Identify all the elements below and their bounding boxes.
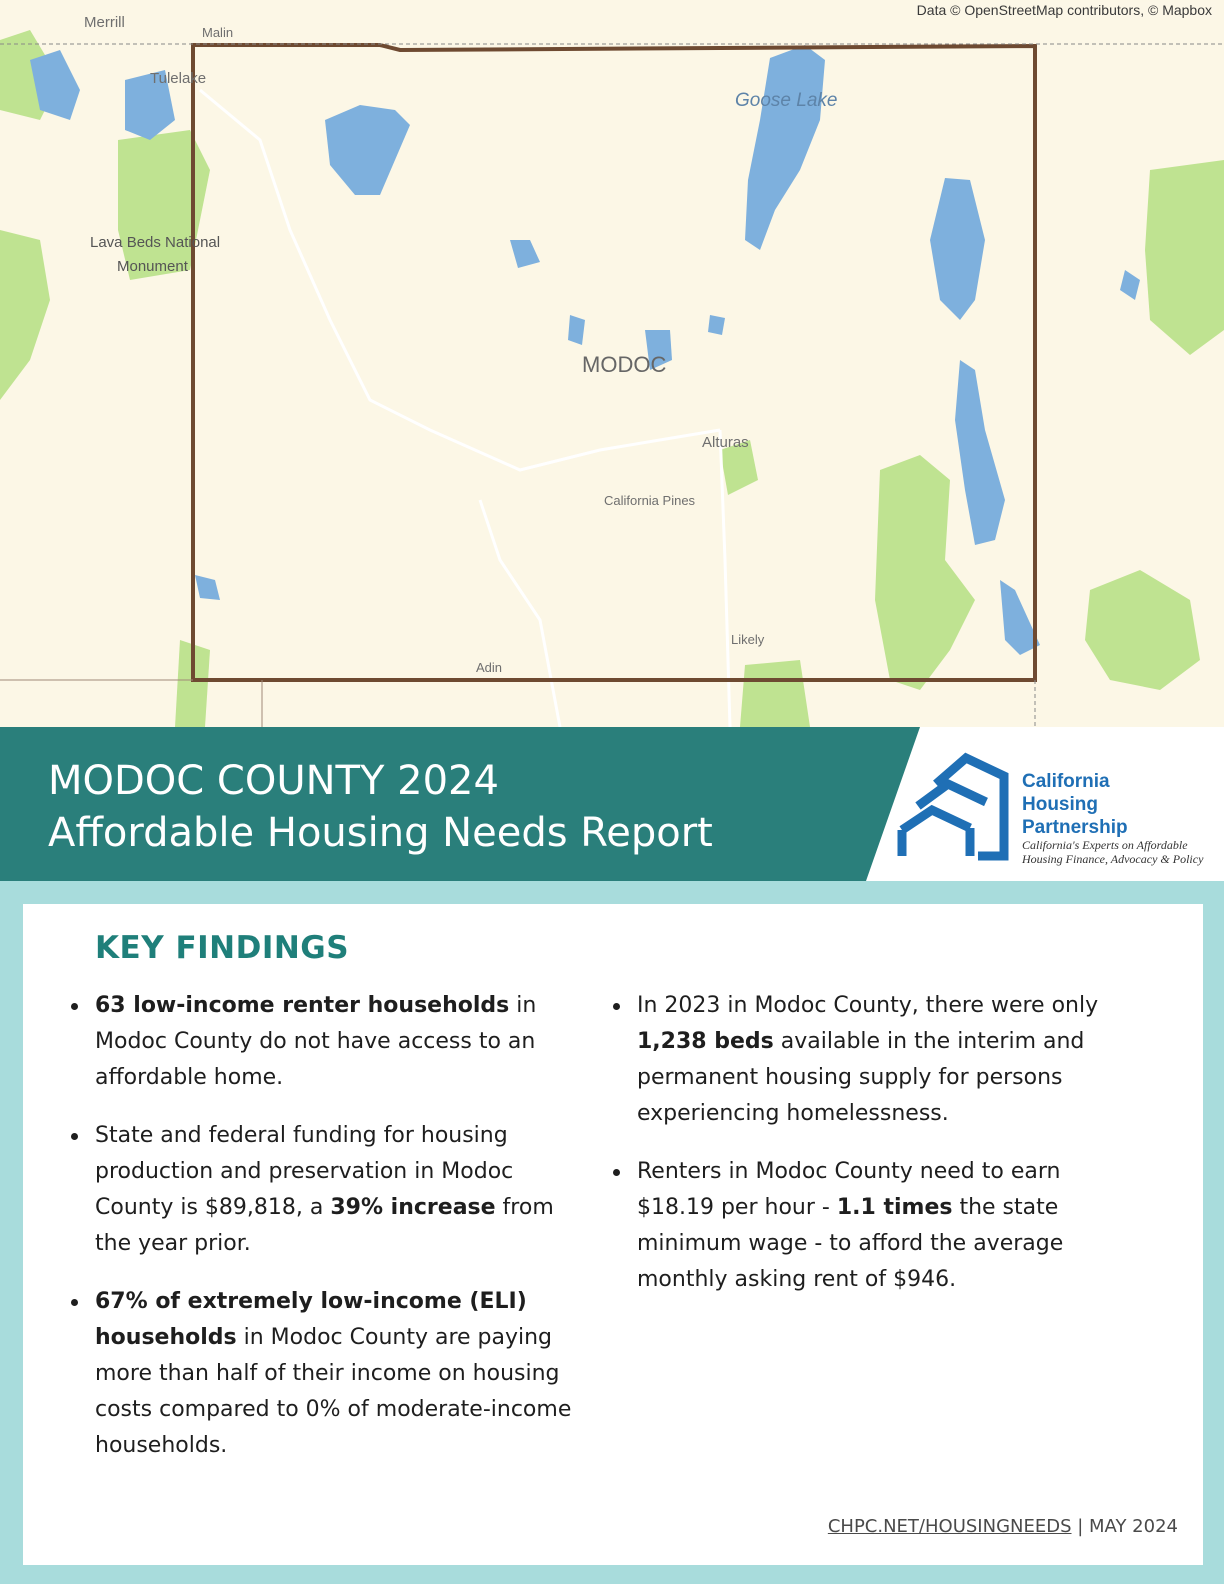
findings-list-right: [637, 988, 1137, 1320]
building-chevron-icon: [896, 744, 1016, 864]
label-goose-lake: Goose Lake: [735, 90, 838, 111]
label-modoc: MODOC: [582, 352, 667, 377]
label-tulelake: Tulelake: [150, 70, 207, 87]
logo-name-line3: Partnership: [1022, 817, 1128, 838]
finding-item: State and federal funding for housing production and preservation in Modoc County is $89,818, a 39% increase from the year prior.: [95, 1118, 575, 1262]
county-map: [0, 0, 1224, 727]
label-lava-beds-line2: Monument: [117, 258, 188, 275]
report-title-line2: Affordable Housing Needs Report: [48, 810, 713, 856]
report-title-line1: MODOC COUNTY 2024: [48, 758, 499, 804]
logo-name-line1: California: [1022, 771, 1110, 792]
logo-tagline-line1: California's Experts on Affordable: [1022, 838, 1188, 852]
logo-name-line2: Housing: [1022, 794, 1098, 815]
findings-list-left: [95, 988, 575, 1486]
map-attribution: Data © OpenStreetMap contributors, © Mapbox: [913, 2, 1216, 18]
label-adin: Adin: [476, 660, 503, 675]
label-california-pines: California Pines: [604, 493, 696, 508]
finding-item: 63 low-income renter households in Modoc County do not have access to an affordable home.: [95, 988, 575, 1096]
report-title: [48, 755, 713, 859]
finding-item: In 2023 in Modoc County, there were only 1,238 beds available in the interim and permanent housing supply for persons experiencing homelessness.: [637, 988, 1137, 1132]
logo-tagline-line2: Housing Finance, Advocacy & Policy: [1022, 852, 1204, 866]
logo-name: [1022, 770, 1128, 839]
label-merrill: Merrill: [84, 14, 125, 31]
publication-date: | MAY 2024: [1071, 1516, 1178, 1537]
label-malin: Malin: [202, 25, 234, 40]
footer: [828, 1516, 1178, 1537]
logo-tagline: [1022, 838, 1203, 866]
finding-item: Renters in Modoc County need to earn $18.19 per hour - 1.1 times the state minimum wage - to afford the average monthly asking rent of $946.: [637, 1154, 1137, 1298]
label-likely: Likely: [731, 632, 765, 647]
label-lava-beds-line1: Lava Beds National: [90, 234, 221, 251]
label-alturas: Alturas: [702, 434, 749, 451]
housing-needs-link[interactable]: CHPC.NET/HOUSINGNEEDS: [827, 1516, 1072, 1537]
key-findings-title: KEY FINDINGS: [95, 930, 350, 966]
finding-item: 67% of extremely low-income (ELI) households in Modoc County are paying more than half of their income on housing costs compared to 0% of moderate-income households.: [95, 1284, 575, 1464]
